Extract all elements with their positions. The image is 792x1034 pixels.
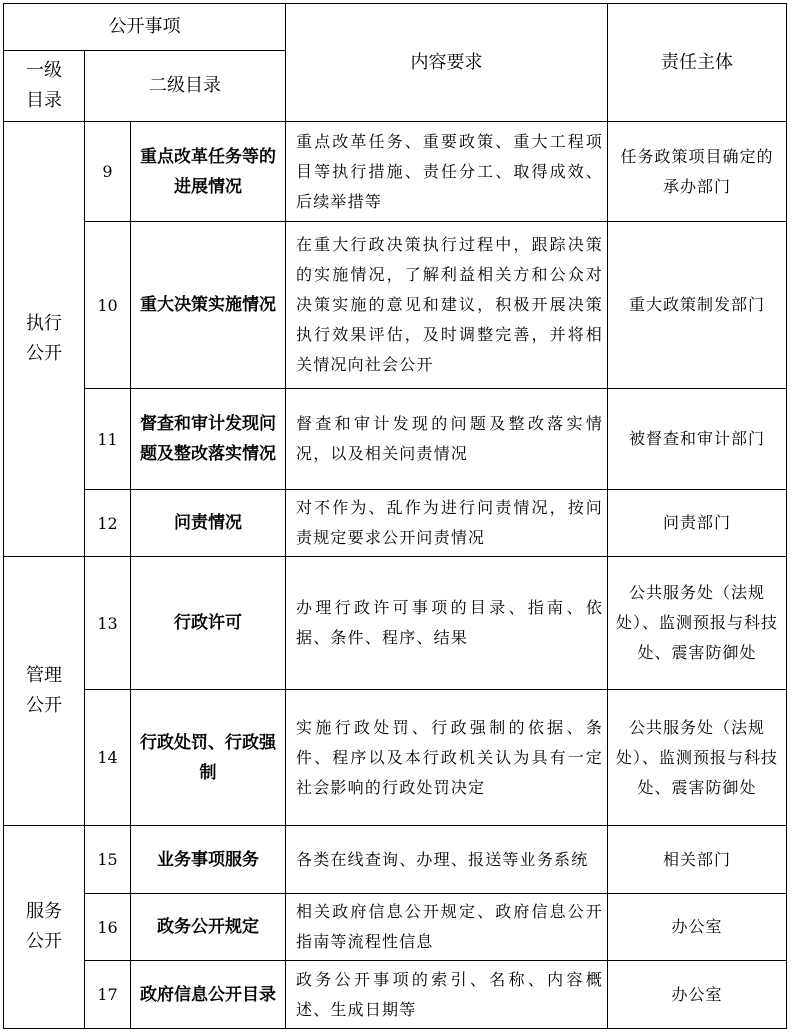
category-cell: 问责情况 — [131, 490, 286, 557]
responsible-cell: 问责部门 — [608, 490, 787, 557]
row-number: 15 — [85, 826, 131, 894]
category-cell: 行政许可 — [131, 557, 286, 690]
responsible-cell: 办公室 — [608, 894, 787, 961]
row-number: 10 — [85, 222, 131, 389]
public-affairs-table — [3, 3, 787, 1029]
category-cell: 重点改革任务等的进展情况 — [131, 122, 286, 222]
level1-label: 管理公开 — [4, 557, 85, 826]
content-cell: 各类在线查询、办理、报送等业务系统 — [286, 826, 608, 894]
table-row — [4, 826, 787, 894]
table-row — [4, 690, 787, 826]
category-cell: 业务事项服务 — [131, 826, 286, 894]
content-cell: 重点改革任务、重要政策、重大工程项目等执行措施、责任分工、取得成效、后续举措等 — [286, 122, 608, 222]
content-cell: 办理行政许可事项的目录、指南、依据、条件、程序、结果 — [286, 557, 608, 690]
row-number: 12 — [85, 490, 131, 557]
responsible-cell: 公共服务处（法规处）、监测预报与科技处、震害防御处 — [608, 557, 787, 690]
row-number: 13 — [85, 557, 131, 690]
category-cell: 行政处罚、行政强制 — [131, 690, 286, 826]
table-row — [4, 961, 787, 1029]
content-cell: 相关政府信息公开规定、政府信息公开指南等流程性信息 — [286, 894, 608, 961]
responsible-cell: 相关部门 — [608, 826, 787, 894]
row-number: 16 — [85, 894, 131, 961]
level1-label: 服务公开 — [4, 826, 85, 1029]
header-public-item: 公开事项 — [4, 4, 286, 51]
table-row — [4, 557, 787, 690]
content-cell: 督查和审计发现的问题及整改落实情况，以及相关问责情况 — [286, 389, 608, 490]
table-row — [4, 389, 787, 490]
content-cell: 实施行政处罚、行政强制的依据、条件、程序以及本行政机关认为具有一定社会影响的行政处罚决定 — [286, 690, 608, 826]
header-content-requirement: 内容要求 — [286, 4, 608, 122]
content-cell: 对不作为、乱作为进行问责情况，按问责规定要求公开问责情况 — [286, 490, 608, 557]
table-row — [4, 222, 787, 389]
responsible-cell: 公共服务处（法规处）、监测预报与科技处、震害防御处 — [608, 690, 787, 826]
category-cell: 重大决策实施情况 — [131, 222, 286, 389]
header-responsible-subject: 责任主体 — [608, 4, 787, 122]
row-number: 9 — [85, 122, 131, 222]
header-level2: 二级目录 — [85, 51, 286, 122]
responsible-cell: 重大政策制发部门 — [608, 222, 787, 389]
content-cell: 政务公开事项的索引、名称、内容概述、生成日期等 — [286, 961, 608, 1029]
category-cell: 政务公开规定 — [131, 894, 286, 961]
content-cell: 在重大行政决策执行过程中，跟踪决策的实施情况，了解利益相关方和公众对决策实施的意见和建议，积极开展决策执行效果评估，及时调整完善，并将相关情况向社会公开 — [286, 222, 608, 389]
row-number: 17 — [85, 961, 131, 1029]
category-cell: 政府信息公开目录 — [131, 961, 286, 1029]
table-row — [4, 894, 787, 961]
responsible-cell: 办公室 — [608, 961, 787, 1029]
level1-label: 执行公开 — [4, 122, 85, 557]
table-row — [4, 490, 787, 557]
responsible-cell: 任务政策项目确定的承办部门 — [608, 122, 787, 222]
category-cell: 督查和审计发现问题及整改落实情况 — [131, 389, 286, 490]
row-number: 11 — [85, 389, 131, 490]
table-row — [4, 122, 787, 222]
responsible-cell: 被督查和审计部门 — [608, 389, 787, 490]
header-level1: 一级目录 — [4, 51, 85, 122]
header-row-1 — [4, 4, 787, 51]
row-number: 14 — [85, 690, 131, 826]
